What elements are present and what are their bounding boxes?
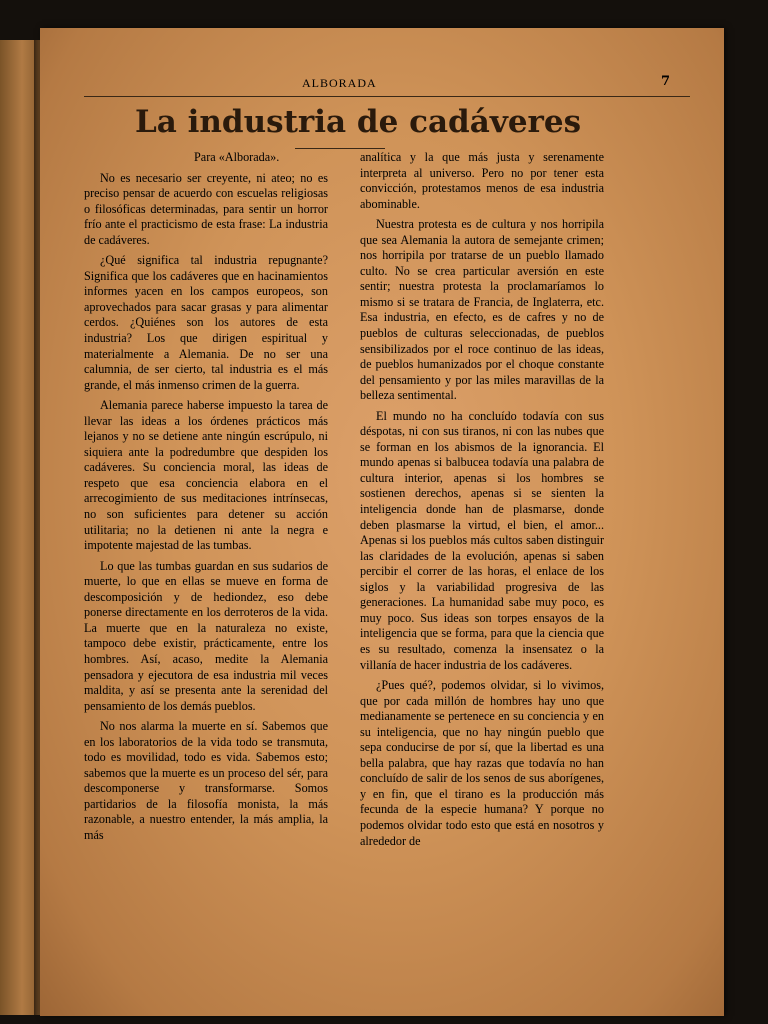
page-number: 7 xyxy=(660,74,670,89)
article-title: La industria de cadáveres xyxy=(134,104,582,140)
paragraph: ¿Pues qué?, podemos olvidar, si lo vivimos, que por cada millón de hombres hay uno que medianamente se pertenece en su conciencia y en su inteligencia, que no hay ningún pueblo que sepa conducirse de por sí, que la libertad es una bella palabra, que hay razas que todavía no han concluído de salir de los senos de sus aborígenes, y en fin, que el tirano es la producción más fecunda de la especie humana? Y porque no podemos olvidar todo esto que está en nosotros y alrededor de xyxy=(360,678,604,848)
left-column xyxy=(84,150,328,849)
title-rule xyxy=(295,148,385,149)
paragraph: ¿Qué significa tal industria repugnante? Significa que los cadáveres que en hacinamientos informes yacen en los campos europeos, son aprovechados para sacar grasas y para alimentar cerdos. ¿Quiénes son los autores de esta industria? Los que dirigen espiritual y materialmente a Alemania. De no ser una calumnia, de ser cierto, tal industria es el más grande, el más inmenso crimen de la guerra. xyxy=(84,253,328,392)
paragraph: analítica y la que más justa y serenamente interpreta al universo. Pero no por tener esta convicción, protestamos menos de esa industria abominable. xyxy=(360,150,604,211)
dedication: Para «Alborada». xyxy=(194,150,280,164)
running-title: ALBORADA xyxy=(302,76,377,90)
paragraph: Lo que las tumbas guardan en sus sudarios de muerte, lo que en ellas se mueve en forma de descomposición y de hediondez, eso debe ponerse directamente en los derroteros de la vida. La muerte que en la naturaleza no existe, tampoco debe existir, prácticamente, entre los hombres. Así, acaso, medite la Alemania pensadora y ejecutora de esa industria mil veces maldita, y así se presenta ante la serenidad del pensamiento de los demás pueblos. xyxy=(84,558,328,713)
right-column xyxy=(360,150,604,854)
paragraph: El mundo no ha concluído todavía con sus déspotas, ni con sus tiranos, ni con las nubes que se forman en los abismos de la ignorancia. El mundo apenas si balbucea todavía una palabra de cultura interior, apenas si los hombres se sostienen derechos, apenas si se sienten la inteligencia donde han de plasmarse, donde deben plasmarse la virtud, el bien, el amor... Apenas si los pueblos más cultos saben distinguir las claridades de la evolución, apenas si saben percibir el correr de las horas, el enlace de los siglos y la variabilidad progresiva de las generaciones. La humanidad sabe muy poco, es muy poco. Sus ideas son torpes ensayos de la inteligencia que se forma, para que la ciencia que es su resultado, comenza la insensatez o la villanía de hacer industria de los cadáveres. xyxy=(360,408,604,672)
page-header xyxy=(84,74,688,94)
paragraph: Nuestra protesta es de cultura y nos horripila que sea Alemania la autora de semejante crimen; nos horripila por tratarse de un pueblo llamado culto. No se crea particular aversión en este sentir; nuestra protesta la proclamaríamos lo mismo si se tratara de Francia, de Inglaterra, etc. Esa industria, en efecto, es de cafres y no de pueblos de culturas seleccionadas, de pueblos sensibilizados por el roce continuo de las ideas, de pueblos humanizados por el choque constante del pensamiento y por las miles maravillas de la belleza sentimental. xyxy=(360,217,604,403)
header-rule xyxy=(84,96,690,97)
paragraph: Alemania parece haberse impuesto la tarea de llevar las ideas a los órdenes prácticos más lejanos y no se detiene ante ningún escrúpulo, ni siquiera ante la podredumbre que despiden los cadáveres. Su conciencia moral, las ideas de respeto que esa conciencia elabora en el arrecogimiento de sus meditaciones intrínsecas, no son suficientes para detener su acción utilitaria; no la detienen ni ante la negra e impotente majestad de las tumbas. xyxy=(84,398,328,553)
paragraph: No es necesario ser creyente, ni ateo; no es preciso pensar de acuerdo con escuelas religiosas o filosóficas determinadas, para sentir un horror frío ante el practicismo de esta frase: La industria de cadáveres. xyxy=(84,170,328,247)
paragraph: No nos alarma la muerte en sí. Sabemos que en los laboratorios de la vida todo se transmuta, todo es movilidad, todo es vida. Sabemos esto; sabemos que la muerte es un proceso del sér, para descomponerse y transformarse. Somos partidarios de la filosofía monista, la más razonable, a nuestro entender, la más amplia, la más xyxy=(84,719,328,842)
